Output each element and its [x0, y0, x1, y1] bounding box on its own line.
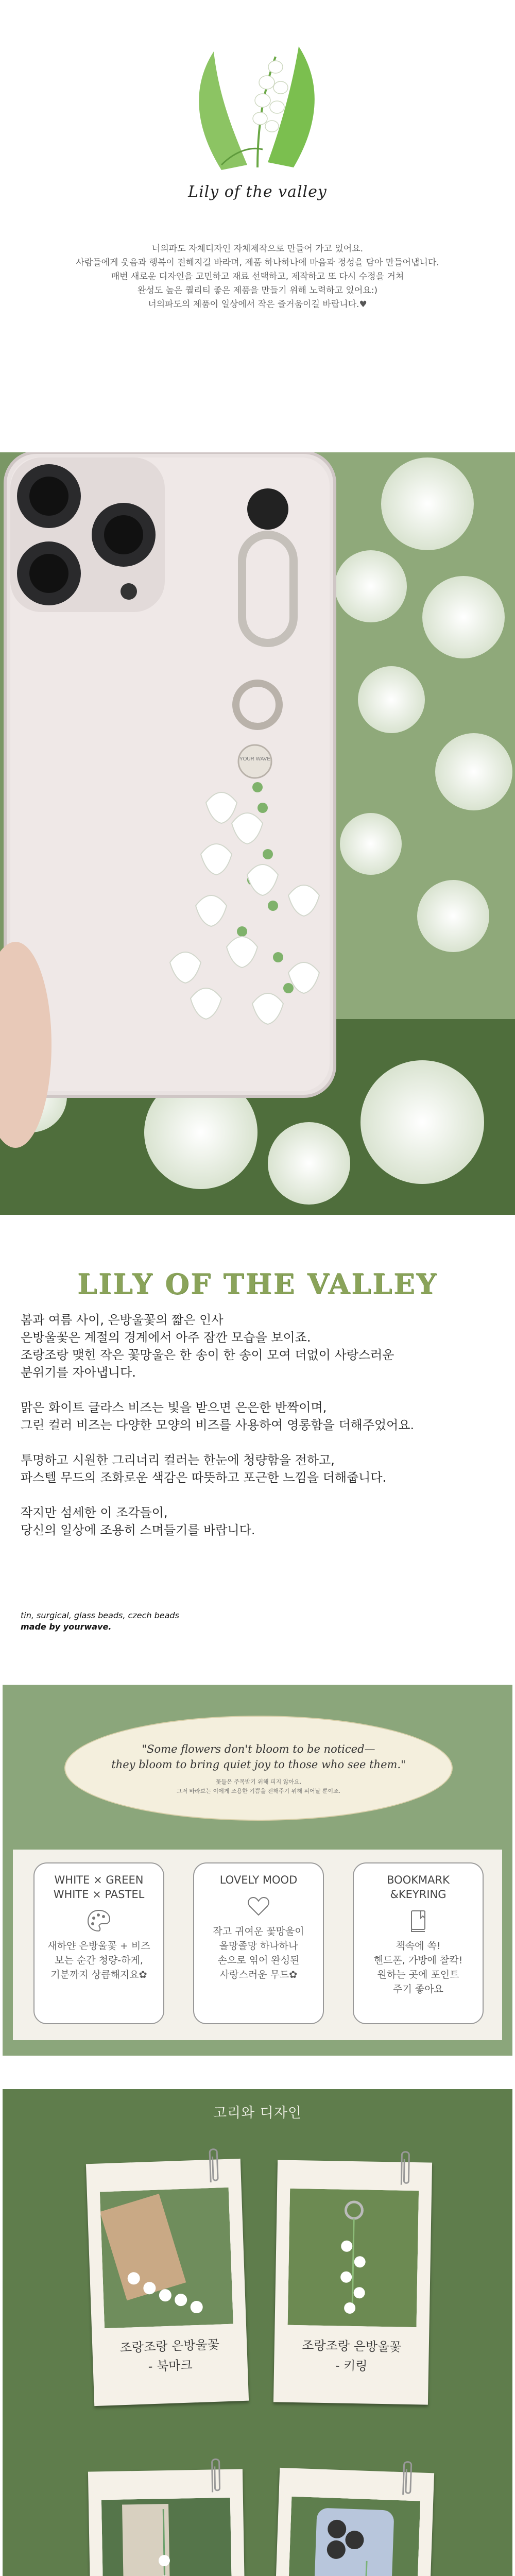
- intro-line: 사람들에게 웃음과 행복이 전해지길 바라며, 제품 하나하나에 마음과 정성을 담아 만들어냅니다.: [76, 258, 439, 268]
- caption-line: 조랑조랑 은방울꽃: [119, 2337, 220, 2355]
- materials-text: tin, surgical, glass beads, czech beads: [21, 1611, 179, 1620]
- feature-desc: [194, 1924, 323, 1982]
- simple-strap-photo: [287, 2497, 420, 2576]
- description-line: 당신의 일상에 조용히 스며들기를 바랍니다.: [21, 1523, 255, 1537]
- feature-desc: [35, 1939, 163, 1982]
- feature-card-color: [33, 1862, 164, 2024]
- description-line: 파스텔 무드의 조화로운 색감은 따뜻하고 포근한 느낌을 더해줍니다.: [21, 1470, 387, 1485]
- feature-desc-line: 원하는 곳에 포인트: [377, 1969, 459, 1980]
- feature-card-usage: [353, 1862, 484, 2024]
- quote-oval: [64, 1716, 453, 1821]
- paperclip-icon: [207, 2146, 221, 2188]
- feature-desc-line: 사랑스러운 무드✿: [219, 1969, 298, 1980]
- quote-sub-line: 꽃들은 주목받기 위해 피지 않아요.: [215, 1778, 302, 1785]
- design-card-simple-strap: [271, 2468, 434, 2576]
- description-line: 조랑조랑 맺힌 작은 꽃망울은 한 송이 한 송이 모여 더없이 사랑스러운: [21, 1348, 394, 1362]
- feature-desc-line: 책속에 쏙!: [396, 1940, 441, 1952]
- bookmark-photo: [100, 2188, 233, 2329]
- design-image: [100, 2188, 233, 2329]
- description-line: 투명하고 시원한 그리너리 컬러는 한눈에 청량함을 전하고,: [21, 1453, 335, 1467]
- feature-desc-line: 작고 귀여운 꽃망울이: [213, 1926, 304, 1937]
- description-line: 작지만 섬세한 이 조각들이,: [21, 1505, 168, 1520]
- intro-text: [0, 242, 515, 312]
- design-image: [101, 2498, 233, 2576]
- keyring-photo: [288, 2189, 419, 2327]
- design-title: 고리와 디자인: [213, 2105, 302, 2121]
- design-section: [3, 2089, 512, 2576]
- intro-line: 완성도 높은 퀄리티 좋은 제품을 만들기 위해 노력하고 있어요:): [137, 285, 378, 296]
- caption-line: - 키링: [335, 2358, 368, 2374]
- feature-desc-line: 손으로 엮어 완성된: [217, 1955, 300, 1966]
- caption-line: 조랑조랑 은방울꽃: [302, 2338, 402, 2354]
- section-title: LILY OF THE VALLEY: [77, 1267, 438, 1300]
- intro-line: 너의파도 자체디자인 자체제작으로 만들어 가고 있어요.: [151, 244, 364, 254]
- lily-of-the-valley-logo-icon: [185, 36, 330, 175]
- feature-card-mood: [193, 1862, 324, 2024]
- paperclip-icon: [400, 2459, 415, 2500]
- design-caption: [274, 2335, 429, 2377]
- description-text: [21, 1311, 494, 1556]
- feature-title-line: WHITE × GREEN: [54, 1874, 144, 1886]
- paperclip-icon: [398, 2149, 412, 2190]
- design-caption: [92, 2334, 248, 2378]
- feature-title: [354, 1873, 483, 1902]
- intro-line: 너의파도의 제품이 일상에서 작은 즐거움이길 바랍니다.♥: [148, 299, 367, 310]
- feature-title-line: LOVELY MOOD: [219, 1874, 298, 1886]
- description-paragraph: [21, 1504, 494, 1539]
- feature-title-line: WHITE × PASTEL: [53, 1888, 145, 1901]
- quote-line: they bloom to bring quiet joy to those who see them.": [111, 1758, 406, 1771]
- feature-title-line: BOOKMARK: [387, 1874, 450, 1886]
- quote-line: "Some flowers don't bloom to be noticed—: [142, 1743, 375, 1755]
- palette-icon: [86, 1908, 112, 1934]
- quote-sub-line: 그저 바라보는 이에게 조용한 기쁨을 전해주기 위해 피어날 뿐이죠.: [176, 1788, 341, 1794]
- materials-info: [21, 1610, 179, 1633]
- brand-title: Lily of the valley: [188, 183, 327, 201]
- feature-desc: [354, 1939, 483, 1996]
- caption-line: - 북마크: [148, 2358, 193, 2374]
- feature-desc-line: 주기 좋아요: [393, 1984, 443, 1995]
- heart-icon: [246, 1893, 271, 1919]
- design-card-keyring: [273, 2160, 432, 2404]
- intro-line: 매번 새로운 디자인을 고민하고 재료 선택하고, 제작하고 또 다시 수정을 거쳐: [111, 272, 404, 282]
- phone-strap-photo-image: [0, 452, 515, 1215]
- feature-title: [194, 1873, 323, 1887]
- description-paragraph: [21, 1451, 494, 1486]
- quote-text: [65, 1741, 452, 1772]
- made-by-text: made by yourwave.: [21, 1622, 112, 1632]
- description-line: 분위기를 자아냅니다.: [21, 1365, 136, 1380]
- feature-desc-line: 올망졸망 하나하나: [219, 1940, 298, 1952]
- design-image: [287, 2497, 420, 2576]
- strap-tag-text: YOUR WAVE: [239, 756, 271, 762]
- feature-title: [35, 1873, 163, 1902]
- feature-desc-line: 기분까지 상큼해지요✿: [50, 1969, 147, 1980]
- description-paragraph: [21, 1311, 494, 1381]
- design-card-simple-bookmark: [88, 2469, 247, 2576]
- quote-feature-panel: [3, 1685, 512, 2056]
- paperclip-icon: [209, 2456, 222, 2497]
- feature-desc-line: 보는 순간 청량-하게,: [55, 1955, 143, 1966]
- description-line: 은방울꽃은 계절의 경계에서 아주 잠깐 모습을 보이죠.: [21, 1330, 311, 1345]
- feature-desc-line: 핸드폰, 가방에 찰칵!: [373, 1955, 463, 1966]
- feature-desc-line: 새하얀 은방울꽃 + 비즈: [47, 1940, 150, 1952]
- quote-translation: [65, 1777, 452, 1796]
- description-paragraph: [21, 1399, 494, 1434]
- description-line: 그린 컬러 비즈는 다양한 모양의 비즈를 사용하여 영롱함을 더해주었어요.: [21, 1418, 415, 1432]
- design-card-bookmark: [86, 2159, 249, 2406]
- product-photo: [0, 452, 515, 1215]
- simple-bookmark-photo: [101, 2498, 233, 2576]
- feature-title-line: &KEYRING: [390, 1888, 447, 1901]
- description-line: 봄과 여름 사이, 은방울꽃의 짧은 인사: [21, 1313, 224, 1327]
- description-line: 맑은 화이트 글라스 비즈는 빛을 받으면 은은한 반짝이며,: [21, 1400, 327, 1415]
- book-icon: [405, 1908, 431, 1934]
- design-image: [288, 2189, 419, 2327]
